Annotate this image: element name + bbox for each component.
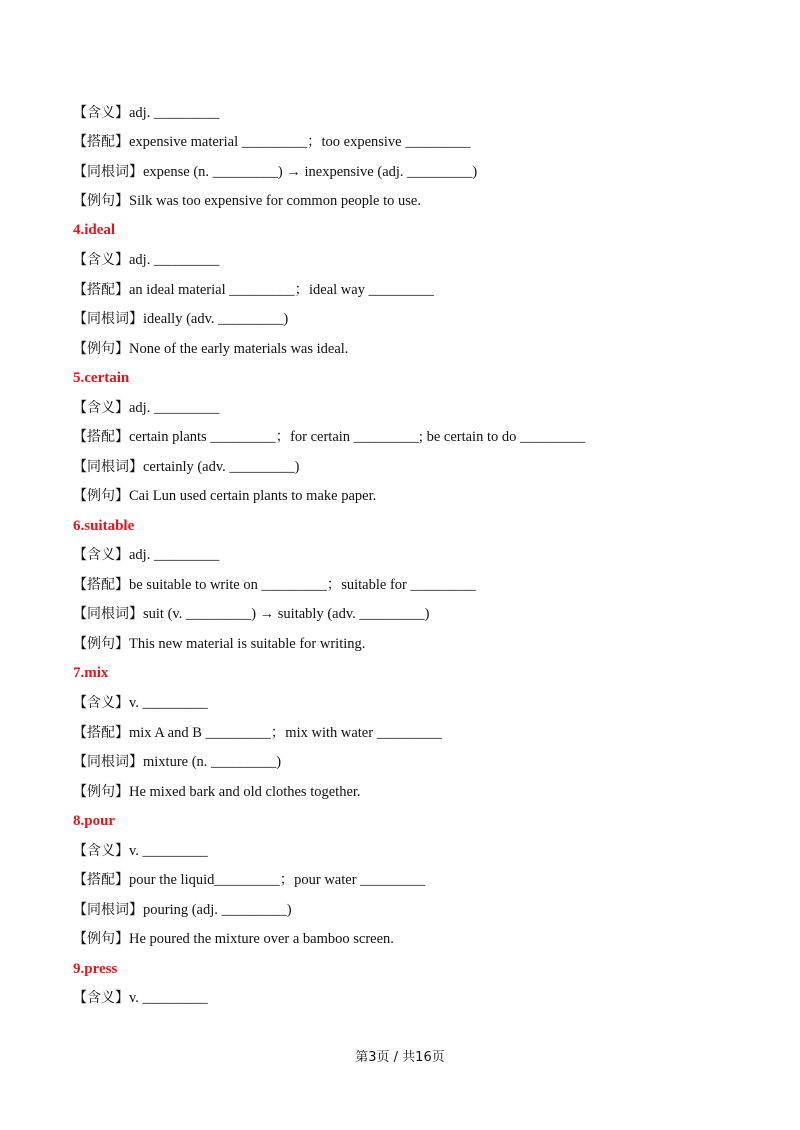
tag-label: 【含义】 — [73, 990, 129, 1006]
example-line — [73, 929, 394, 949]
line-text: expense (n. _________) → inexpensive (adj. _________) — [143, 164, 478, 180]
tag-label: 【含义】 — [73, 695, 129, 711]
cognate-line — [73, 309, 288, 329]
example-line — [73, 486, 376, 506]
example-line — [73, 339, 348, 359]
cognate-line — [73, 457, 300, 477]
collocation-line — [73, 132, 471, 152]
line-text: v. _________ — [129, 843, 208, 859]
tag-label: 【含义】 — [73, 105, 129, 121]
tag-label: 【同根词】 — [73, 754, 143, 770]
line-text: This new material is suitable for writing. — [129, 636, 366, 652]
meaning-line — [73, 693, 208, 713]
entry-heading: 5.certain — [73, 370, 130, 386]
collocation-line — [73, 870, 425, 890]
line-text: expensive material _________；too expensive _________ — [129, 134, 471, 150]
tag-label: 【含义】 — [73, 252, 129, 268]
tag-label: 【搭配】 — [73, 134, 129, 150]
tag-label: 【同根词】 — [73, 311, 143, 327]
line-text: He poured the mixture over a bamboo screen. — [129, 931, 394, 947]
collocation-line — [73, 575, 476, 595]
entry-heading: 4.ideal — [73, 222, 116, 238]
cognate-line — [73, 900, 292, 920]
line-text: adj. _________ — [129, 400, 220, 416]
collocation-line — [73, 280, 434, 300]
tag-label: 【例句】 — [73, 784, 129, 800]
example-line — [73, 782, 361, 802]
line-text: mixture (n. _________) — [143, 754, 282, 770]
line-text: suit (v. _________) → suitably (adv. _________) — [143, 606, 430, 622]
tag-label: 【同根词】 — [73, 606, 143, 622]
line-text: adj. _________ — [129, 252, 220, 268]
line-text: adj. _________ — [129, 547, 220, 563]
tag-label: 【含义】 — [73, 547, 129, 563]
tag-label: 【搭配】 — [73, 429, 129, 445]
tag-label: 【例句】 — [73, 488, 129, 504]
line-text: Silk was too expensive for common people to use. — [129, 193, 421, 209]
cognate-line — [73, 162, 477, 182]
tag-label: 【同根词】 — [73, 459, 143, 475]
line-text: Cai Lun used certain plants to make paper. — [129, 488, 377, 504]
cognate-line — [73, 752, 281, 772]
line-text: an ideal material _________；ideal way _________ — [129, 282, 434, 298]
page-footer: 第3页 / 共16页 — [355, 1050, 445, 1065]
line-text: v. _________ — [129, 990, 208, 1006]
entry-heading: 6.suitable — [73, 518, 135, 534]
collocation-line — [73, 427, 585, 447]
tag-label: 【例句】 — [73, 931, 129, 947]
meaning-line — [73, 250, 219, 270]
tag-label: 【搭配】 — [73, 577, 129, 593]
tag-label: 【同根词】 — [73, 902, 143, 918]
meaning-line — [73, 398, 219, 418]
tag-label: 【例句】 — [73, 636, 129, 652]
example-line — [73, 191, 421, 211]
meaning-line — [73, 841, 208, 861]
line-text: be suitable to write on _________；suitable for _________ — [129, 577, 476, 593]
meaning-line — [73, 988, 208, 1008]
line-text: He mixed bark and old clothes together. — [129, 784, 361, 800]
line-text: adj. _________ — [129, 105, 220, 121]
line-text: certainly (adv. _________) — [143, 459, 300, 475]
tag-label: 【例句】 — [73, 341, 129, 357]
line-text: ideally (adv. _________) — [143, 311, 289, 327]
tag-label: 【搭配】 — [73, 725, 129, 741]
tag-label: 【同根词】 — [73, 164, 143, 180]
tag-label: 【含义】 — [73, 843, 129, 859]
cognate-line — [73, 604, 429, 624]
line-text: mix A and B _________；mix with water _________ — [129, 725, 442, 741]
meaning-line — [73, 545, 219, 565]
entry-heading: 9.press — [73, 961, 118, 977]
entry-heading: 8.pour — [73, 813, 116, 829]
line-text: certain plants _________；for certain _________; be certain to do _________ — [129, 429, 586, 445]
example-line — [73, 634, 365, 654]
tag-label: 【含义】 — [73, 400, 129, 416]
collocation-line — [73, 723, 442, 743]
line-text: None of the early materials was ideal. — [129, 341, 349, 357]
tag-label: 【搭配】 — [73, 872, 129, 888]
line-text: pouring (adj. _________) — [143, 902, 292, 918]
line-text: v. _________ — [129, 695, 208, 711]
tag-label: 【搭配】 — [73, 282, 129, 298]
meaning-line — [73, 103, 219, 123]
line-text: pour the liquid_________；pour water _________ — [129, 872, 426, 888]
tag-label: 【例句】 — [73, 193, 129, 209]
entry-heading: 7.mix — [73, 665, 109, 681]
